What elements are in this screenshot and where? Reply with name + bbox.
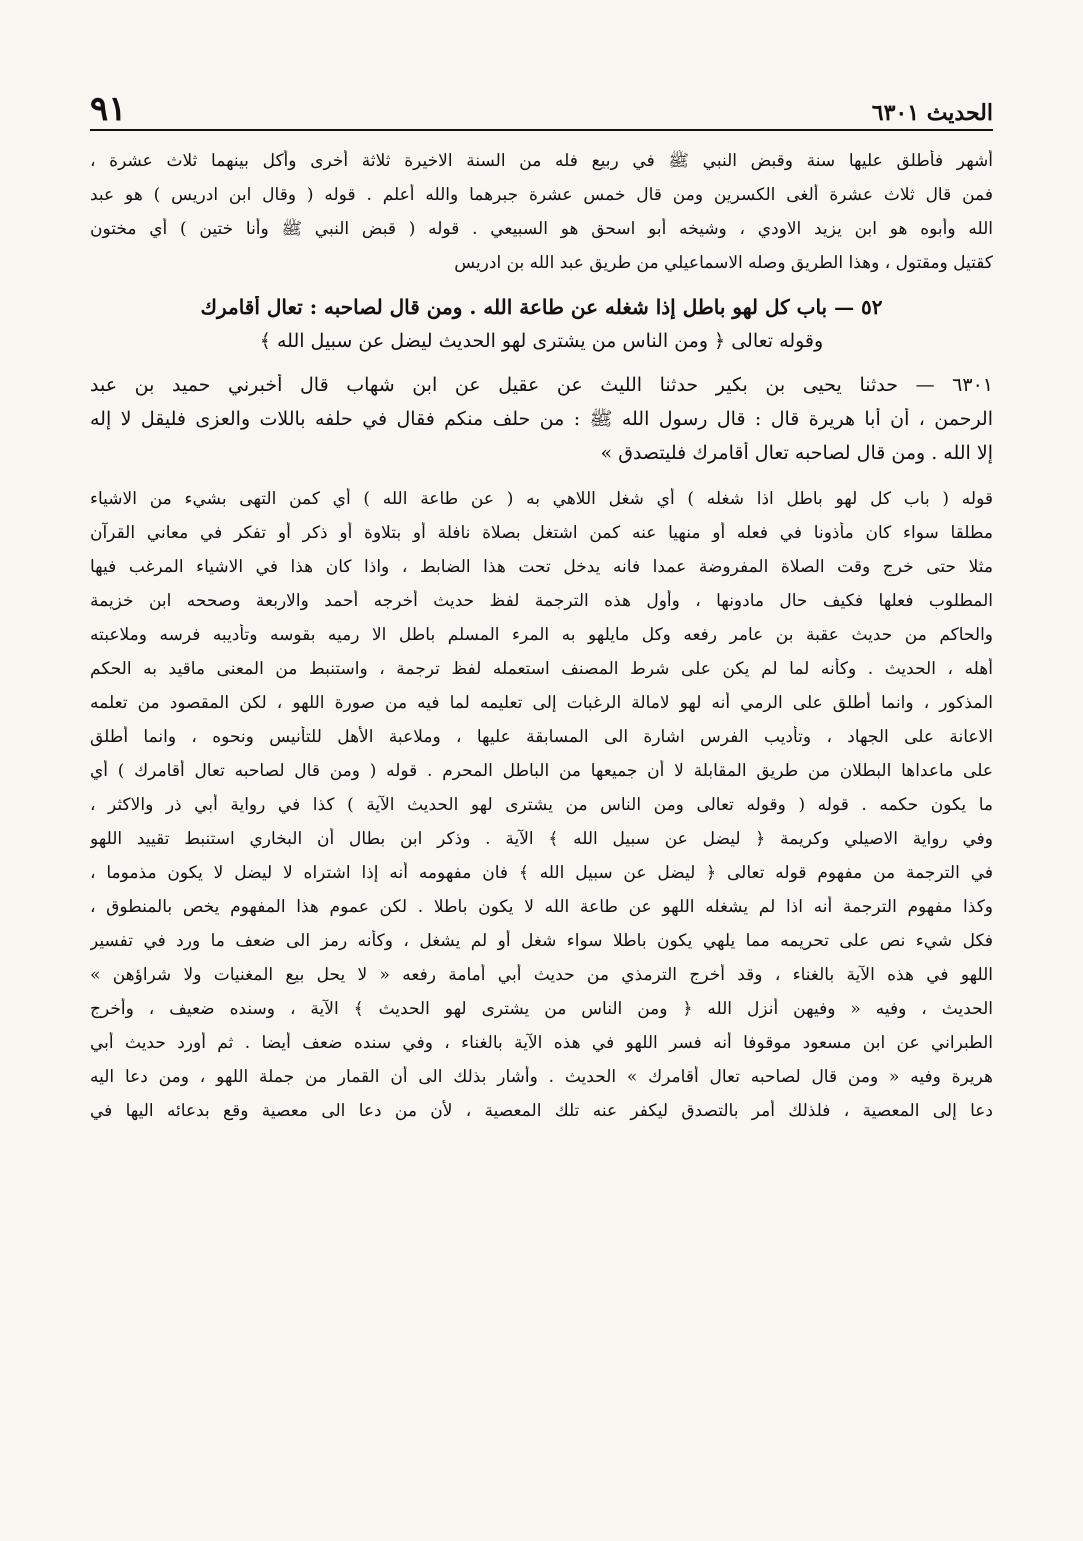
header-rule xyxy=(90,129,993,131)
text-line: اللهو في هذه الآية بالغناء ، وقد أخرج الترمذي من حديث أبي أمامة رفعه « لا يحل بيع المغنيات ولا شراؤهن » xyxy=(90,965,993,985)
text-line: المطلوب فعلها فكيف حال مادونها ، وأول هذه الترجمة لفظ حديث أخرجه أحمد والاربعة وصححه ابن خزيمة xyxy=(90,591,993,611)
text-line: الحديث ، وفيه « وفيهن أنزل الله ﴿ ومن الناس من يشترى لهو الحديث ﴾ الآية ، وسنده ضعيف ، وأخرج xyxy=(90,999,993,1019)
text-line: وكذا مفهوم الترجمة أنه اذا لم يشغله اللهو عن طاعة الله لا يكون باطلا . لكن عموم هذا المفهوم يخص بالمنطوق ، xyxy=(90,897,993,917)
hadith-text xyxy=(90,374,993,476)
text-line: المذكور ، وانما أطلق على الرمي أنه لهو لامالة الرغبات إلى تعليمه لما فيه من صورة اللهو ، لكن المقصود من تعلمه xyxy=(90,693,993,713)
text-line: هريرة وفيه « ومن قال لصاحبه تعال أقامرك » الحديث . وأشار بذلك الى أن القمار من جملة اللهو ، ومن دعا اليه xyxy=(90,1067,993,1087)
text-line: الطبراني عن ابن مسعود موقوفا أنه فسر اللهو في هذه الآية بالغناء ، وفي سنده ضعف أيضا . ثم أورد حديث أبي xyxy=(90,1033,993,1053)
chapter-title: ٥٢ — باب كل لهو باطل إذا شغله عن طاعة الله . ومن قال لصاحبه : تعال أقامرك xyxy=(200,296,883,319)
text-line: في الترجمة من مفهوم قوله تعالى ﴿ ليضل عن سبيل الله ﴾ فان مفهومه أنه إذا اشتراه لا ليضل لا يكون مذموما ، xyxy=(90,863,993,883)
text-line: قوله ( باب كل لهو باطل اذا شغله ) أي شغل اللاهي به ( عن طاعة الله ) أي كمن التهى بشيء من الاشياء xyxy=(90,489,993,509)
chapter-verse: وقوله تعالى ﴿ ومن الناس من يشترى لهو الحديث ليضل عن سبيل الله ﴾ xyxy=(259,330,824,352)
chapter-heading xyxy=(90,296,993,364)
text-line: الرحمن ، أن أبا هريرة قال : قال رسول الله ﷺ : من حلف منكم فقال في حلفه باللات والعزى فليقل لا إله xyxy=(90,408,993,430)
running-head: الحديث ٦٣٠١ xyxy=(871,100,993,126)
text-line: دعا إلى المعصية ، فلذلك أمر بالتصدق ليكفر عنه تلك المعصية ، لأن من دعا الى معصية وقع بدعائه اليها في xyxy=(90,1101,993,1121)
page-number: ٩١ xyxy=(90,89,127,129)
text-line: أشهر فأطلق عليها سنة وقبض النبي ﷺ في ربيع فله من السنة الاخيرة ثلاثة أخرى وأكل بينهما ثلاث عشرة ، xyxy=(90,151,993,171)
page-header xyxy=(90,80,993,129)
text-line: الاعانة على الجهاد ، وتأديب الفرس اشارة الى المسابقة عليها ، وملاعبة الأهل للتأنيس ونحوه ، وانما أطلق xyxy=(90,727,993,747)
text-line: أهله ، الحديث . وكأنه لما لم يكن على شرط المصنف استعمله لفظ ترجمة ، واستنبط من المعنى ماقيد به الحكم xyxy=(90,659,993,679)
page-body xyxy=(90,150,993,1134)
intro-paragraph xyxy=(90,150,993,286)
text-line: ٦٣٠١ — حدثنا يحيى بن بكير حدثنا الليث عن عقيل عن ابن شهاب قال أخبرني حميد بن عبد xyxy=(90,374,993,396)
text-line: إلا الله . ومن قال لصاحبه تعال أقامرك فليتصدق » xyxy=(600,442,993,464)
text-line: فمن قال ثلاث عشرة ألغى الكسرين ومن قال خمس عشرة جبرهما والله أعلم . قوله ( وقال ابن ادريس ) هو عبد xyxy=(90,185,993,205)
text-line: فكل شيء نص على تحريمه مما يلهي يكون باطلا سواء شغل أو لم يشغل ، وكأنه رمز الى ضعف ما ورد في تفسير xyxy=(90,931,993,951)
commentary xyxy=(90,488,993,1134)
text-line: والحاكم من حديث عقبة بن عامر رفعه وكل مايلهو به المرء المسلم باطل الا رميه بقوسه وتأديبه فرسه وملاعبته xyxy=(90,625,993,645)
text-line: كقتيل ومقتول ، وهذا الطريق وصله الاسماعيلي من طريق عبد الله بن ادريس xyxy=(454,253,993,273)
text-line: الله وأبوه هو ابن يزيد الاودي ، وشيخه أبو اسحق هو السبيعي . قوله ( قبض النبي ﷺ وأنا ختين ) أي مختون xyxy=(90,219,993,239)
text-line: وفي رواية الاصيلي وكريمة ﴿ ليضل عن سبيل الله ﴾ الآية . وذكر ابن بطال أن البخاري استنبط تقييد اللهو xyxy=(90,829,993,849)
text-line: ما يكون حكمه . قوله ( وقوله تعالى ومن الناس من يشترى لهو الحديث الآية ) كذا في رواية أبي ذر والاكثر ، xyxy=(90,795,993,815)
text-line: مثلا حتى خرج وقت الصلاة المفروضة عمدا فانه يدخل تحت هذا الضابط ، واذا كان هذا في الاشياء المرغب فيها xyxy=(90,557,993,577)
text-line: مطلقا سواء كان مأذونا في فعله أو منهيا عنه كمن اشتغل بصلاة نافلة أو بتلاوة أو ذكر أو تفكر في معاني القرآن xyxy=(90,523,993,543)
text-line: على ماعداها البطلان من طريق المقابلة لا أن جميعها من الباطل المحرم . قوله ( ومن قال لصاحبه تعال أقامرك ) أي xyxy=(90,761,993,781)
